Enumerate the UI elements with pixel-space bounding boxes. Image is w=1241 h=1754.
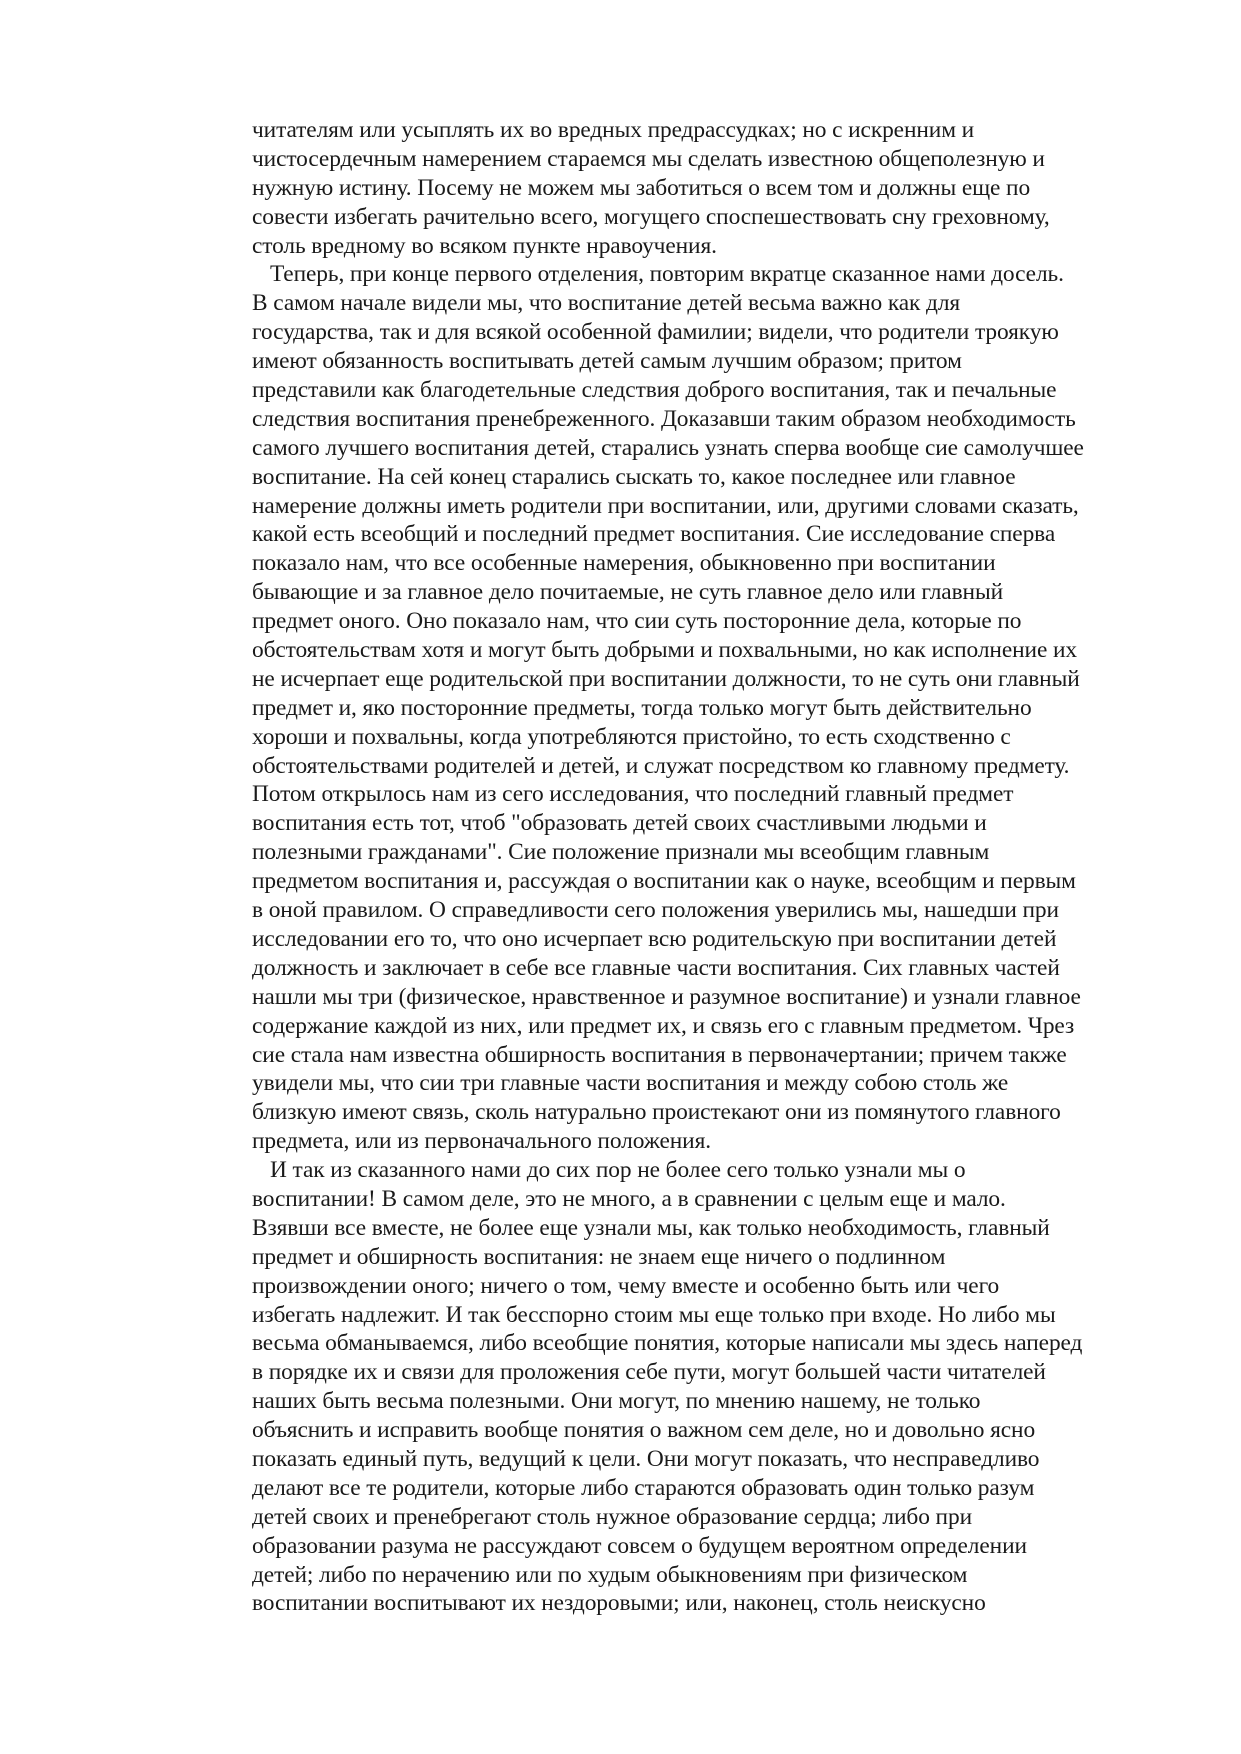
text-line: наших быть весьма полезными. Они могут, по мнению нашему, не только xyxy=(252,1388,981,1415)
text-line: исследовании его то, что оно исчерпает всю родительскую при воспитании детей xyxy=(252,925,1057,952)
text-line: имеют обязанность воспитывать детей самым лучшим образом; притом xyxy=(252,348,962,375)
text-line: не исчерпает еще родительской при воспитании должности, то не суть они главный xyxy=(252,665,1080,692)
text-line: читателям или усыплять их во вредных предрассудках; но с искренним и xyxy=(252,117,975,143)
text-line: увидели мы, что сии три главные части воспитания и между собою столь же xyxy=(252,1070,1009,1097)
text-line: предмет и, яко посторонние предметы, тогда только могут быть действительно xyxy=(252,694,1032,721)
text-line: в порядке их и связи для проложения себе пути, могут большей части читателей xyxy=(252,1359,1046,1386)
text-line: чистосердечным намерением стараемся мы сделать известною общеполезную и xyxy=(252,145,1045,172)
text-line: объяснить и исправить вообще понятия о важном сем деле, но и довольно ясно xyxy=(252,1417,1036,1444)
text-line: должность и заключает в себе все главные части воспитания. Сих главных частей xyxy=(252,954,1060,981)
text-line: полезными гражданами". Сие положение признали мы всеобщим главным xyxy=(252,839,990,866)
text-line: И так из сказанного нами до сих пор не более сего только узнали мы о xyxy=(270,1157,966,1184)
text-line: обстоятельствами родителей и детей, и служат посредством ко главному предмету. xyxy=(252,752,1070,779)
text-line: содержание каждой из них, или предмет их, и связь его с главным предметом. Чрез xyxy=(252,1012,1075,1039)
text-line: предмета, или из первоначального положения. xyxy=(252,1128,711,1155)
text-line: показать единый путь, ведущий к цели. Они могут показать, что несправедливо xyxy=(252,1445,1040,1472)
text-line: воспитание. На сей конец старались сыскать то, какое последнее или главное xyxy=(252,463,1016,490)
text-line: нашли мы три (физическое, нравственное и разумное воспитание) и узнали главное xyxy=(252,983,1081,1010)
body-text xyxy=(252,116,1162,1618)
paragraph xyxy=(252,1156,1162,1618)
text-line: столь вредному во всяком пункте нравоучения. xyxy=(252,232,717,259)
text-line: обстоятельствам хотя и могут быть добрыми и похвальными, но как исполнение их xyxy=(252,637,1077,664)
text-line: воспитания есть тот, чтоб "образовать детей своих счастливыми людьми и xyxy=(252,810,987,837)
text-line: предмет и обширность воспитания: не знаем еще ничего о подлинном xyxy=(252,1243,946,1270)
paragraph xyxy=(252,116,1162,260)
text-line: образовании разума не рассуждают совсем о будущем вероятном определении xyxy=(252,1532,1027,1559)
text-line: предмет оного. Оно показало нам, что сии суть посторонние дела, которые по xyxy=(252,608,1022,635)
text-line: какой есть всеобщий и последний предмет воспитания. Сие исследование сперва xyxy=(252,521,1056,548)
text-line: воспитании воспитывают их нездоровыми; или, наконец, столь неискусно xyxy=(252,1590,986,1617)
text-line: в оной правилом. О справедливости сего положения уверились мы, нашедши при xyxy=(252,897,1059,924)
text-line: следствия воспитания пренебреженного. Доказавши таким образом необходимость xyxy=(252,405,1076,432)
text-line: близкую имеют связь, сколь натурально проистекают они из помянутого главного xyxy=(252,1099,1061,1126)
text-line: хороши и похвальны, когда употребляются пристойно, то есть сходственно с xyxy=(252,723,1011,750)
text-line: Потом открылось нам из сего исследования, что последний главный предмет xyxy=(252,781,1014,808)
text-line: нужную истину. Посему не можем мы заботиться о всем том и должны еще по xyxy=(252,174,1031,201)
text-line: представили как благодетельные следствия доброго воспитания, так и печальные xyxy=(252,377,1057,404)
text-line: делают все те родители, которые либо стараются образовать один только разум xyxy=(252,1474,1035,1501)
text-line: государства, так и для всякой особенной фамилии; видели, что родители троякую xyxy=(252,319,1059,346)
text-line: Взявши все вместе, не более еще узнали мы, как только необходимость, главный xyxy=(252,1214,1050,1241)
text-line: сие стала нам известна обширность воспитания в первоначертании; причем также xyxy=(252,1041,1067,1068)
text-line: бывающие и за главное дело почитаемые, не суть главное дело или главный xyxy=(252,579,1003,606)
text-line: избегать надлежит. И так бесспорно стоим мы еще только при входе. Но либо мы xyxy=(252,1301,1056,1328)
text-line: воспитании! В самом деле, это не много, а в сравнении с целым еще и мало. xyxy=(252,1185,1006,1212)
text-line: весьма обманываемся, либо всеобщие понятия, которые написали мы здесь наперед xyxy=(252,1330,1083,1357)
paragraph xyxy=(252,260,1162,1156)
text-line: намерение должны иметь родители при воспитании, или, другими словами сказать, xyxy=(252,492,1079,519)
text-line: детей своих и пренебрегают столь нужное образование сердца; либо при xyxy=(252,1503,972,1530)
text-line: совести избегать рачительно всего, могущего споспешествовать сну греховному, xyxy=(252,203,1050,230)
text-line: самого лучшего воспитания детей, старались узнать сперва вообще сие самолучшее xyxy=(252,434,1084,461)
text-line: предметом воспитания и, рассуждая о воспитании как о науке, всеобщим и первым xyxy=(252,868,1076,895)
text-line: детей; либо по нерачению или по худым обыкновениям при физическом xyxy=(252,1561,968,1588)
text-line: показало нам, что все особенные намерения, обыкновенно при воспитании xyxy=(252,550,996,577)
text-line: произвождении оного; ничего о том, чему вместе и особенно быть или чего xyxy=(252,1272,1000,1299)
text-line: В самом начале видели мы, что воспитание детей весьма важно как для xyxy=(252,290,961,317)
text-line: Теперь, при конце первого отделения, повторим вкратце сказанное нами досель. xyxy=(270,261,1064,288)
